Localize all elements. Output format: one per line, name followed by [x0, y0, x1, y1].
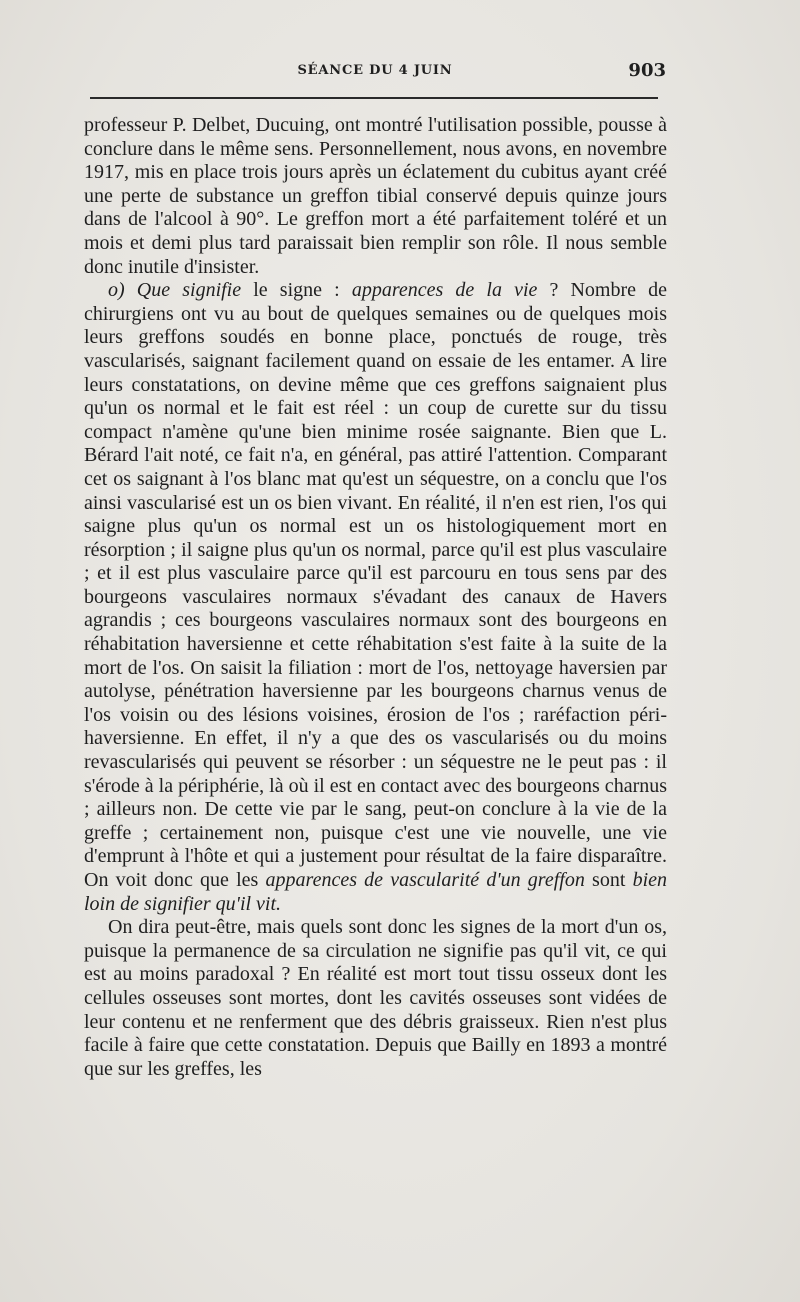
body-text: [84, 114, 667, 1081]
paragraph-2-sign: apparences de la vie: [351, 279, 538, 302]
header-rule: [90, 97, 658, 99]
paragraph-2-italic-end2: bien loin de signifier qu'il vit.: [84, 869, 668, 915]
paragraph-2: [84, 279, 667, 916]
paragraph-2-mid: le signe :: [253, 279, 340, 302]
paragraph-2-question: Que signifie: [136, 279, 242, 302]
paragraph-2-main: ? Nombre de chirurgiens ont vu au bout de quelques semaines ou de quelques mois leurs greffons soudés en bonne place, ponctués de rouge, très vascularisés, saignant facilement quand on essaie de les entamer. A lire leurs constatations, on devine même que ces greffons saignaient plus qu'un os normal et le fait est réel : un coup de curette sur du tissu compact n'amène qu'une bien minime rosée saignante. Bien que L. Bérard l'ait noté, ce fait n'a, en général, pas attiré l'attention. Comparant cet os saignant à l'os blanc mat qu'est un séquestre, on a conclu que l'os ainsi vascularisé est un os bien vivant. En réalité, il n'en est rien, l'os qui saigne plus qu'un os normal est un os histologiquement mort en résorption ; il saigne plus qu'un os normal, parce qu'il est plus vasculaire ; et il est plus vasculaire parce qu'il est parcouru en tous sens par des bourgeons vasculaires normaux s'évadant des canaux de Havers agrandis ; ces bourgeons vasculaires normaux sont des bourgeons en réhabitation haversienne et cette réhabitation s'est faite à la suite de la mort de l'os. On saisit la filiation : mort de l'os, nettoyage haversien par autolyse, pénétration haversienne par les bourgeons charnus venus de l'os voisin ou des lésions voisines, érosion de l'os ; raréfaction péri-haversienne. En effet, il n'y a que des os vascularisés ou du moins revascularisés qui peuvent se résorber : un séquestre ne le peut pas : il s'érode à la périphérie, là où il est en contact avec des bourgeons charnus ; ailleurs non. De cette vie par le sang, peut-on conclure à la vie de la greffe ; certainement non, puisque c'est une vie nouvelle, une vie d'emprunt à l'hôte et qui a justement pour résultat de la faire disparaître. On voit donc que les: [84, 279, 668, 891]
page-number: 903: [628, 60, 666, 81]
page-header: [84, 60, 666, 84]
paragraph-2-label: o): [108, 279, 125, 302]
paragraph-1: professeur P. Delbet, Ducuing, ont montré l'utilisation possible, pousse à conclure dans le même sens. Personnellement, nous avons, en novembre 1917, mis en place trois jours après un éclatement du cubitus ayant créé une perte de substance un greffon tibial conservé depuis quinze jours dans de l'alcool à 90°. Le greffon mort a été parfaitement toléré et un mois et demi plus tard paraissait bien remplir son rôle. Il nous semble donc inutile d'insister.: [84, 114, 667, 278]
paragraph-2-link: sont: [592, 869, 626, 891]
paragraph-3: On dira peut-être, mais quels sont donc les signes de la mort d'un os, puisque la permanence de sa circulation ne signifie pas qu'il vit, ce qui est au moins paradoxal ? En réalité est mort tout tissu osseux dont les cellules osseuses sont mortes, dont les cavités osseuses sont vidées de leur contenu et ne renferment que des débris graisseux. Rien n'est plus facile à faire que cette constatation. Depuis que Bailly en 1893 a montré que sur les greffes, les: [84, 916, 667, 1080]
running-head: SÉANCE DU 4 JUIN: [297, 63, 453, 78]
paragraph-2-italic-end: apparences de vascularité d'un greffon: [265, 869, 585, 891]
